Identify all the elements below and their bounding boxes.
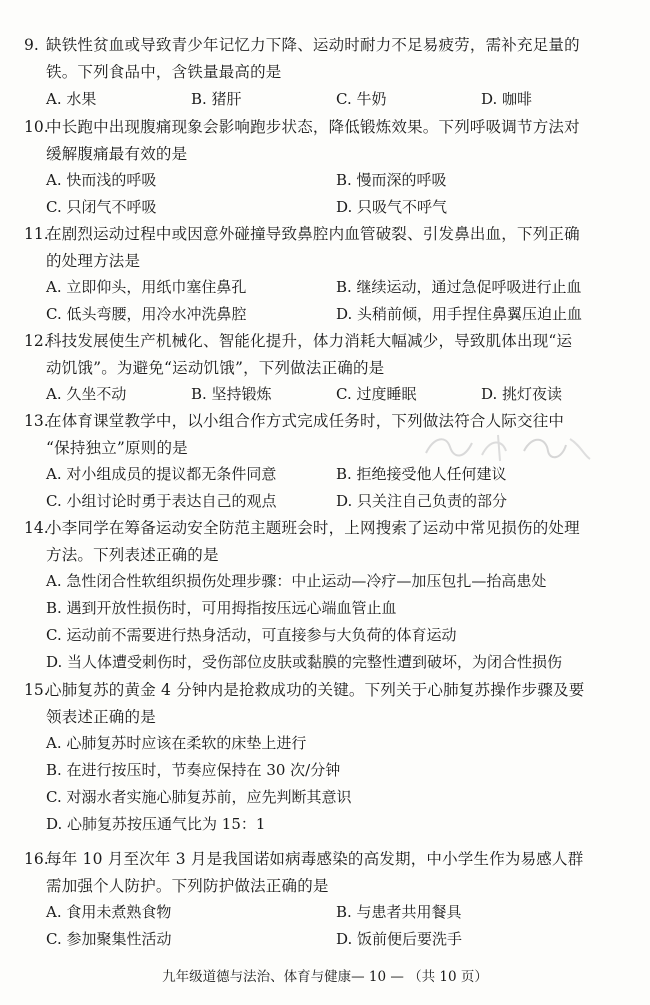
option-d: D. 心肺复苏按压通气比为 15：1 <box>46 815 266 833</box>
question-stem-line: 方法。下列表述正确的是 <box>46 546 219 564</box>
option-d: D. 咖啡 <box>481 90 533 108</box>
option-b: B. 继续运动，通过急促呼吸进行止血 <box>336 278 582 296</box>
option-a: A. 立即仰头，用纸巾塞住鼻孔 <box>46 278 247 296</box>
question-number: 10. <box>24 118 49 136</box>
option-d: D. 挑灯夜读 <box>481 385 563 403</box>
option-b: B. 与患者共用餐具 <box>336 903 462 921</box>
option-d: D. 只吸气不呼气 <box>336 198 448 216</box>
question-stem-line: 中长跑中出现腹痛现象会影响跑步状态，降低锻炼效果。下列呼吸调节方法对 <box>46 118 580 136</box>
option-a: A. 心肺复苏时应该在柔软的床垫上进行 <box>46 734 307 752</box>
question-stem-line: 小李同学在筹备运动安全防范主题班会时，上网搜索了运动中常见损伤的处理 <box>46 519 580 537</box>
question-number: 16. <box>24 850 49 868</box>
question-number: 15. <box>24 681 49 699</box>
option-b: B. 慢而深的呼吸 <box>336 171 447 189</box>
option-a: A. 水果 <box>46 90 97 108</box>
question-stem-line: 领表述正确的是 <box>46 708 156 726</box>
option-c: C. 过度睡眠 <box>336 385 417 403</box>
question-stem-line: 需加强个人防护。下列防护做法正确的是 <box>46 877 329 895</box>
option-b: B. 猪肝 <box>191 90 242 108</box>
option-c: C. 只闭气不呼吸 <box>46 198 157 216</box>
question-stem-line: 铁。下列食品中，含铁量最高的是 <box>46 63 282 81</box>
option-b: B. 在进行按压时，节奏应保持在 30 次/分钟 <box>46 761 341 779</box>
option-c: C. 运动前不需要进行热身活动，可直接参与大负荷的体育运动 <box>46 626 457 644</box>
option-b: B. 遇到开放性损伤时，可用拇指按压远心端血管止血 <box>46 599 397 617</box>
option-a: A. 久坐不动 <box>46 385 127 403</box>
option-d: D. 只关注自己负责的部分 <box>336 492 508 510</box>
option-b: B. 坚持锻炼 <box>191 385 272 403</box>
option-d: D. 当人体遭受刺伤时，受伤部位皮肤或黏膜的完整性遭到破坏，为闭合性损伤 <box>46 653 563 671</box>
option-a: A. 急性闭合性软组织损伤处理步骤：中止运动—冷疗—加压包扎—抬高患处 <box>46 572 547 590</box>
faint-handwriting-mark <box>420 425 595 467</box>
option-c: C. 参加聚集性活动 <box>46 930 172 948</box>
option-d: D. 头稍前倾，用手捏住鼻翼压迫止血 <box>336 305 583 323</box>
question-stem-line: 动饥饿”。为避免“运动饥饿”，下列做法正确的是 <box>46 359 385 377</box>
option-b: B. 拒绝接受他人任何建议 <box>336 465 507 483</box>
question-stem-line: 心肺复苏的黄金 4 分钟内是抢救成功的关键。下列关于心肺复苏操作步骤及要 <box>46 681 585 699</box>
page-footer: 九年级道德与法治、体育与健康— 10 — （共 10 页） <box>162 969 488 985</box>
question-stem-line: 的处理方法是 <box>46 252 141 270</box>
question-stem-line: “保持独立”原则的是 <box>46 439 188 457</box>
question-number: 14. <box>24 519 49 537</box>
question-number: 12. <box>24 332 49 350</box>
question-stem-line: 缺铁性贫血或导致青少年记忆力下降、运动时耐力不足易疲劳，需补充足量的 <box>46 36 580 54</box>
question-number: 9. <box>24 36 39 54</box>
option-a: A. 对小组成员的提议都无条件同意 <box>46 465 277 483</box>
question-stem-line: 在剧烈运动过程中或因意外碰撞导致鼻腔内血管破裂、引发鼻出血，下列正确 <box>46 225 580 243</box>
question-number: 11. <box>24 225 49 243</box>
question-number: 13. <box>24 412 49 430</box>
question-stem-line: 每年 10 月至次年 3 月是我国诺如病毒感染的高发期，中小学生作为易感人群 <box>46 850 584 868</box>
option-c: C. 牛奶 <box>336 90 387 108</box>
question-stem-line: 在体育课堂教学中，以小组合作方式完成任务时，下列做法符合人际交往中 <box>46 412 565 430</box>
option-c: C. 对溺水者实施心肺复苏前，应先判断其意识 <box>46 788 352 806</box>
option-a: A. 食用未煮熟食物 <box>46 903 172 921</box>
option-a: A. 快而浅的呼吸 <box>46 171 157 189</box>
option-d: D. 饭前便后要洗手 <box>336 930 463 948</box>
option-c: C. 小组讨论时勇于表达自己的观点 <box>46 492 277 510</box>
question-stem-line: 缓解腹痛最有效的是 <box>46 145 188 163</box>
question-stem-line: 科技发展使生产机械化、智能化提升，体力消耗大幅减少，导致肌体出现“运 <box>46 332 573 350</box>
option-c: C. 低头弯腰，用冷水冲洗鼻腔 <box>46 305 247 323</box>
